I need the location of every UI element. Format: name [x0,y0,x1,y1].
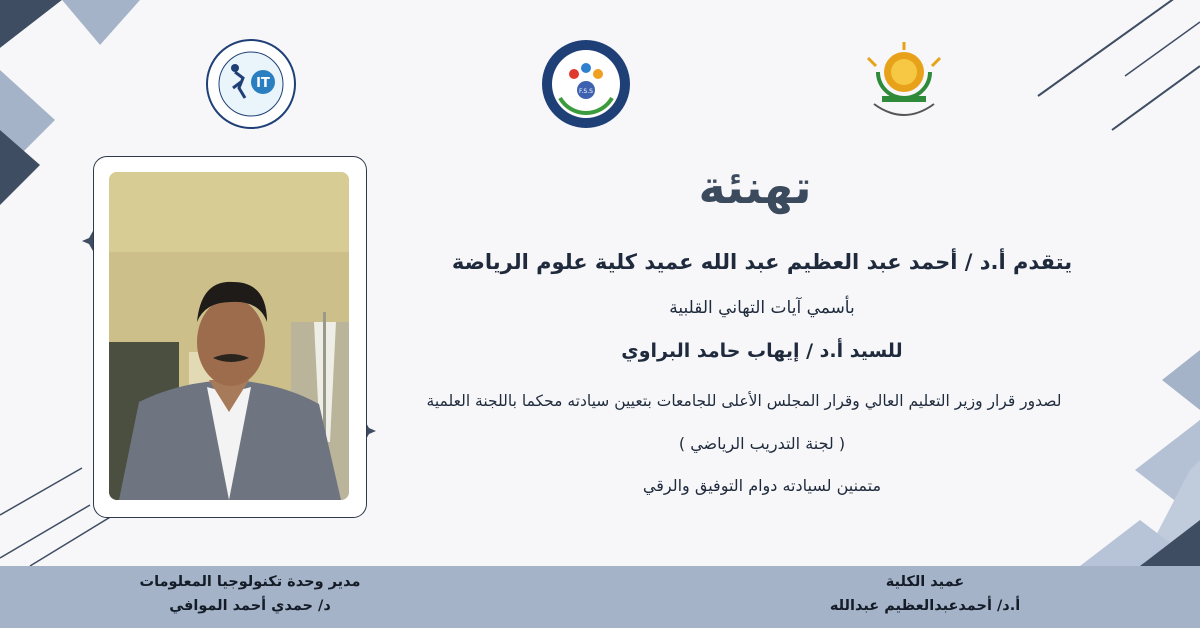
committee-name-line: ( لجنة التدريب الرياضي ) [678,434,846,453]
it-director-name: د/ حمدي أحمد الموافي [169,598,331,614]
dean-role: عميد الكلية [885,574,965,590]
congrats-greeting-line: بأسمي آيات التهاني القلبية [669,298,855,318]
it-unit-logo [205,38,297,130]
faculty-sports-logo [540,38,632,130]
it-director-signature [100,570,400,618]
svg-text:F.S.S: F.S.S [579,88,593,95]
dean-name: أ.د/ أحمدعبدالعظيم عبدالله [829,598,1021,614]
congrats-recipient-line: للسيد أ.د / إيهاب حامد البراوي [621,340,903,362]
congrats-sender-line: يتقدم أ.د / أحمد عبد العظيم عبد الله عميد كلية علوم الرياضة [451,250,1073,274]
it-director-role: مدير وحدة تكنولوجيا المعلومات [139,574,361,590]
portrait-photo [109,172,349,500]
closing-wishes-line: متمنين لسيادته دوام التوفيق والرقي [642,476,882,495]
svg-text:IT: IT [256,76,270,91]
congrats-reason-line: لصدور قرار وزير التعليم العالي وقرار المجلس الأعلى للجامعات بتعيين سيادته محكما باللجنة العلمية [426,392,1062,410]
dean-signature [800,570,1050,618]
page-title: تهنئة [698,160,812,214]
mansoura-university-logo [858,38,950,130]
